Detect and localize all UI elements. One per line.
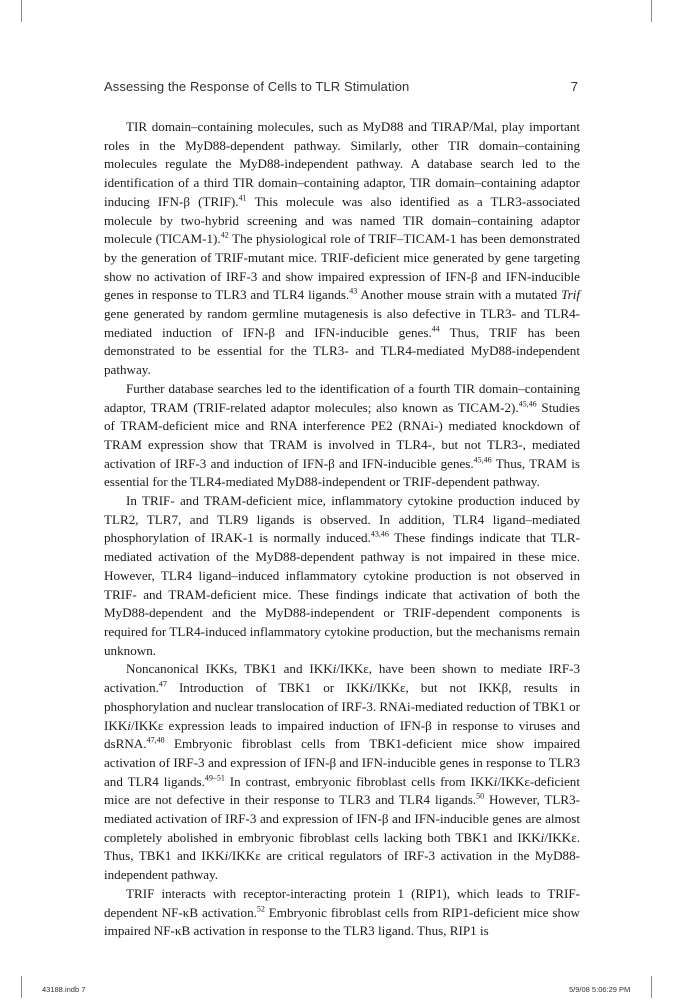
- crop-mark-top-right: [651, 0, 652, 22]
- citation-ref: 47,48: [146, 735, 165, 745]
- citation-ref: 50: [476, 791, 485, 801]
- citation-ref: 44: [431, 324, 440, 334]
- citation-ref: 45,46: [518, 399, 537, 409]
- citation-ref: 45,46: [473, 455, 492, 465]
- citation-ref: 43: [349, 286, 358, 296]
- paragraph-5: TRIF interacts with receptor-interacting protein 1 (RIP1), which leads to TRIF-dependent NF-κB activation.$^{52}$ Embryonic fibroblast cells from RIP1-deficient mice show impaired NF-κB activation in response to the TLR3 ligand. Thus, RIP1 is: [104, 885, 580, 939]
- citation-ref: 47: [158, 679, 167, 689]
- citation-ref: 41: [238, 193, 247, 203]
- body-text: [104, 118, 580, 941]
- citation-ref: 49–51: [204, 773, 225, 783]
- crop-mark-bottom-right: [651, 976, 652, 998]
- print-timestamp: 5/9/08 5:06:29 PM: [569, 985, 631, 994]
- file-label: 43188.indb 7: [42, 985, 86, 994]
- running-title: Assessing the Response of Cells to TLR Stimulation: [104, 79, 410, 94]
- paragraph-4: Noncanonical IKKs, TBK1 and IKKi/IKKε, have been shown to mediate IRF-3 activation.$^{47}$ Introduction of TBK1 or IKKi/IKKε, but not IKKβ, results in phosphorylation and nuclear translocation of IRF-3. RNAi-mediated reduction of TBK1 or IKKi/IKKε expression leads to impaired induction of IFN-β in response to viruses and dsRNA.$^{47,48}$ Embryonic fibroblast cells from TBK1-deficient mice show impaired activation of IRF-3 and expression of IFN-β and IFN-inducible genes in response to TLR3 and TLR4 ligands.$^{49-51}$ In contrast, embryonic fibroblast cells from IKKi/IKKε-deficient mice are not defective in their response to TLR3 and TLR4 ligands.$^{50}$ However, TLR3-mediated activation of IRF-3 and expression of IFN-β and IFN-inducible genes are almost completely abolished in embryonic fibroblast cells lacking both TBK1 and IKKi/IKKε. Thus, TBK1 and IKKi/IKKε are critical regulators of IRF-3 activation in the MyD88-independent pathway.: [104, 661, 581, 883]
- citation-ref: 43,46: [370, 530, 389, 540]
- crop-mark-top-left: [21, 0, 22, 22]
- paragraph-1: TIR domain–containing molecules, such as MyD88 and TIRAP/Mal, play important roles in the MyD88-dependent pathway. Similarly, other TIR domain–containing molecules regulate the MyD88-independent pathway. A database search led to the identification of a third TIR domain–containing adaptor, TIR domain–containing adaptor inducing IFN-β (TRIF).$^{41}$ This molecule was also identified as a TLR3-associated molecule by two-hybrid screening and was named TIR domain–containing adaptor molecule (TICAM-1).$^{42}$ The physiological role of TRIF–TICAM-1 has been demonstrated by the generation of TRIF-mutant mice. TRIF-deficient mice generated by gene targeting show no activation of IRF-3 and show impaired expression of IFN-β and IFN-inducible genes in response to TLR3 and TLR4 ligands.$^{43}$ Another mouse strain with a mutated Trif gene generated by random germline mutagenesis is also defective in TLR3- and TLR4-mediated induction of IFN-β and IFN-inducible genes.$^{44}$ Thus, TRIF has been demonstrated to be essential for the TLR3- and TLR4-mediated MyD88-independent pathway.: [104, 119, 580, 378]
- paragraph-3: In TRIF- and TRAM-deficient mice, inflammatory cytokine production induced by TLR2, TLR7, and TLR9 ligands is observed. In addition, TLR4 ligand–mediated phosphorylation of IRAK-1 is normally induced.$^{43,46}$ These findings indicate that TLR-mediated activation of the MyD88-dependent pathway is not impaired in these mice. However, TLR4 ligand–induced inflammatory cytokine production is not observed in TRIF- and TRAM-deficient mice. These findings indicate that activation of both the MyD88-dependent and the MyD88-independent or TRIF-dependent components is required for TLR4-induced inflammatory cytokine production, but the mechanisms remain unknown.: [104, 493, 580, 658]
- citation-ref: 42: [220, 230, 229, 240]
- crop-mark-bottom-left: [21, 976, 22, 998]
- page-number: 7: [570, 79, 578, 94]
- paragraph-2: Further database searches led to the identification of a fourth TIR domain–containing adaptor, TRAM (TRIF-related adaptor molecules; also known as TICAM-2).$^{45,46}$ Studies of TRAM-deficient mice and RNA interference PE2 (RNAi-) mediated knockdown of TRAM expression show that TRAM is involved in TLR4-, but not TLR3-, mediated activation of IRF-3 and induction of IFN-β and IFN-inducible genes.$^{45,46}$ Thus, TRAM is essential for the TLR4-mediated MyD88-independent or TRIF-dependent pathway.: [104, 380, 580, 490]
- citation-ref: 52: [256, 904, 265, 914]
